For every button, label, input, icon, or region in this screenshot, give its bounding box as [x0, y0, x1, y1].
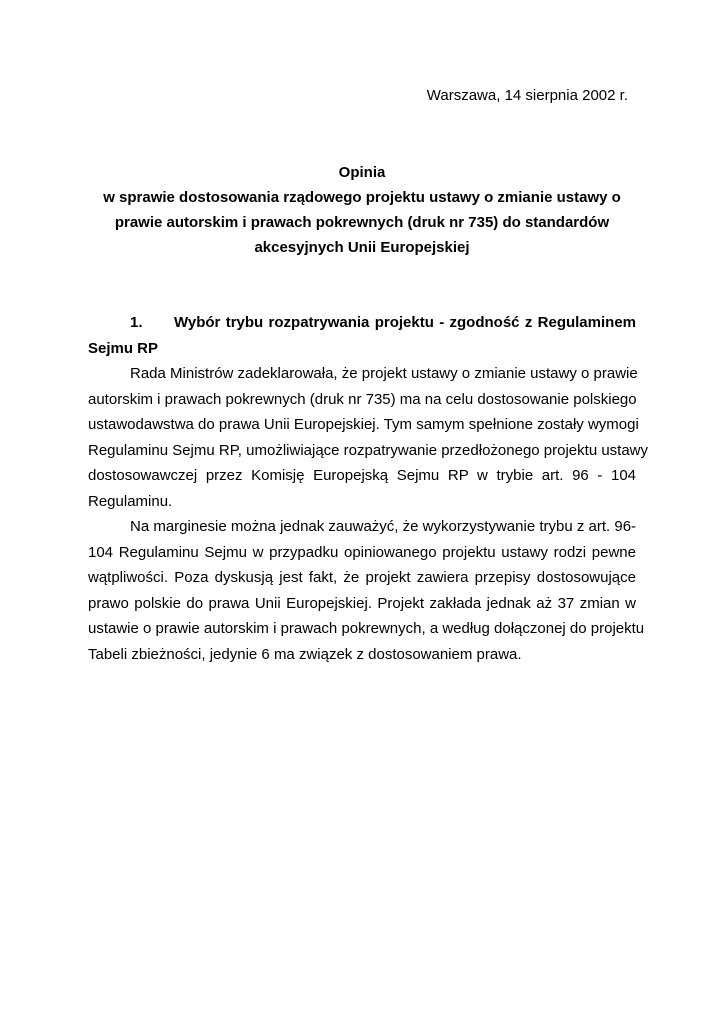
paragraph-line: prawo polskie do prawa Unii Europejskiej. Projekt zakłada jednak aż 37 zmian w: [88, 594, 636, 612]
title-line-4: akcesyjnych Unii Europejskiej: [254, 239, 470, 256]
section-1: [88, 310, 649, 667]
section-heading-line-1: Wybór trybu rozpatrywania projektu - zgodność z Regulaminem: [174, 314, 636, 331]
paragraph-2: [88, 514, 645, 667]
paragraph-line: ustawie o prawie autorskim i prawach pokrewnych, a według dołączonej do projektu: [88, 620, 645, 637]
paragraph-line: dostosowawczej przez Komisję Europejską Sejmu RP w trybie art. 96 - 104: [88, 467, 636, 484]
title-line-1: Opinia: [338, 164, 386, 181]
paragraph-line: Regulaminu Sejmu RP, umożliwiające rozpatrywanie przedłożonego projektu ustawy: [88, 441, 649, 459]
paragraph-line: 104 Regulaminu Sejmu w przypadku opiniowanego projektu ustawy rodzi pewne: [88, 543, 636, 561]
section-number: 1.: [130, 314, 143, 331]
paragraph-line: ustawodawstwa do prawa Unii Europejskiej. Tym samym spełnione zostały wymogi: [88, 416, 639, 433]
paragraph-line: Regulaminu.: [88, 492, 173, 510]
paragraph-line: Na marginesie można jednak zauważyć, że wykorzystywanie trybu z art. 96-: [130, 518, 637, 535]
paragraph-line: wątpliwości. Poza dyskusją jest fakt, że projekt zawiera przepisy dostosowujące: [88, 569, 636, 586]
paragraph-1: [88, 361, 649, 514]
date-line: Warszawa, 14 sierpnia 2002 r.: [426, 87, 628, 104]
title-line-3: prawie autorskim i prawach pokrewnych (druk nr 735) do standardów: [114, 214, 610, 231]
paragraph-line: Rada Ministrów zadeklarowała, że projekt ustawy o zmianie ustawy o prawie: [130, 365, 638, 382]
section-heading-line-2: Sejmu RP: [88, 339, 159, 357]
section-heading: [88, 310, 636, 361]
paragraph-line: Tabeli zbieżności, jedynie 6 ma związek z dostosowaniem prawa.: [88, 645, 522, 663]
document-title: [88, 160, 636, 260]
title-line-2: w sprawie dostosowania rządowego projektu ustawy o zmianie ustawy o: [103, 189, 621, 206]
section-heading-row: [88, 310, 636, 336]
paragraph-line: autorskim i prawach pokrewnych (druk nr 735) ma na celu dostosowanie polskiego: [88, 390, 637, 408]
